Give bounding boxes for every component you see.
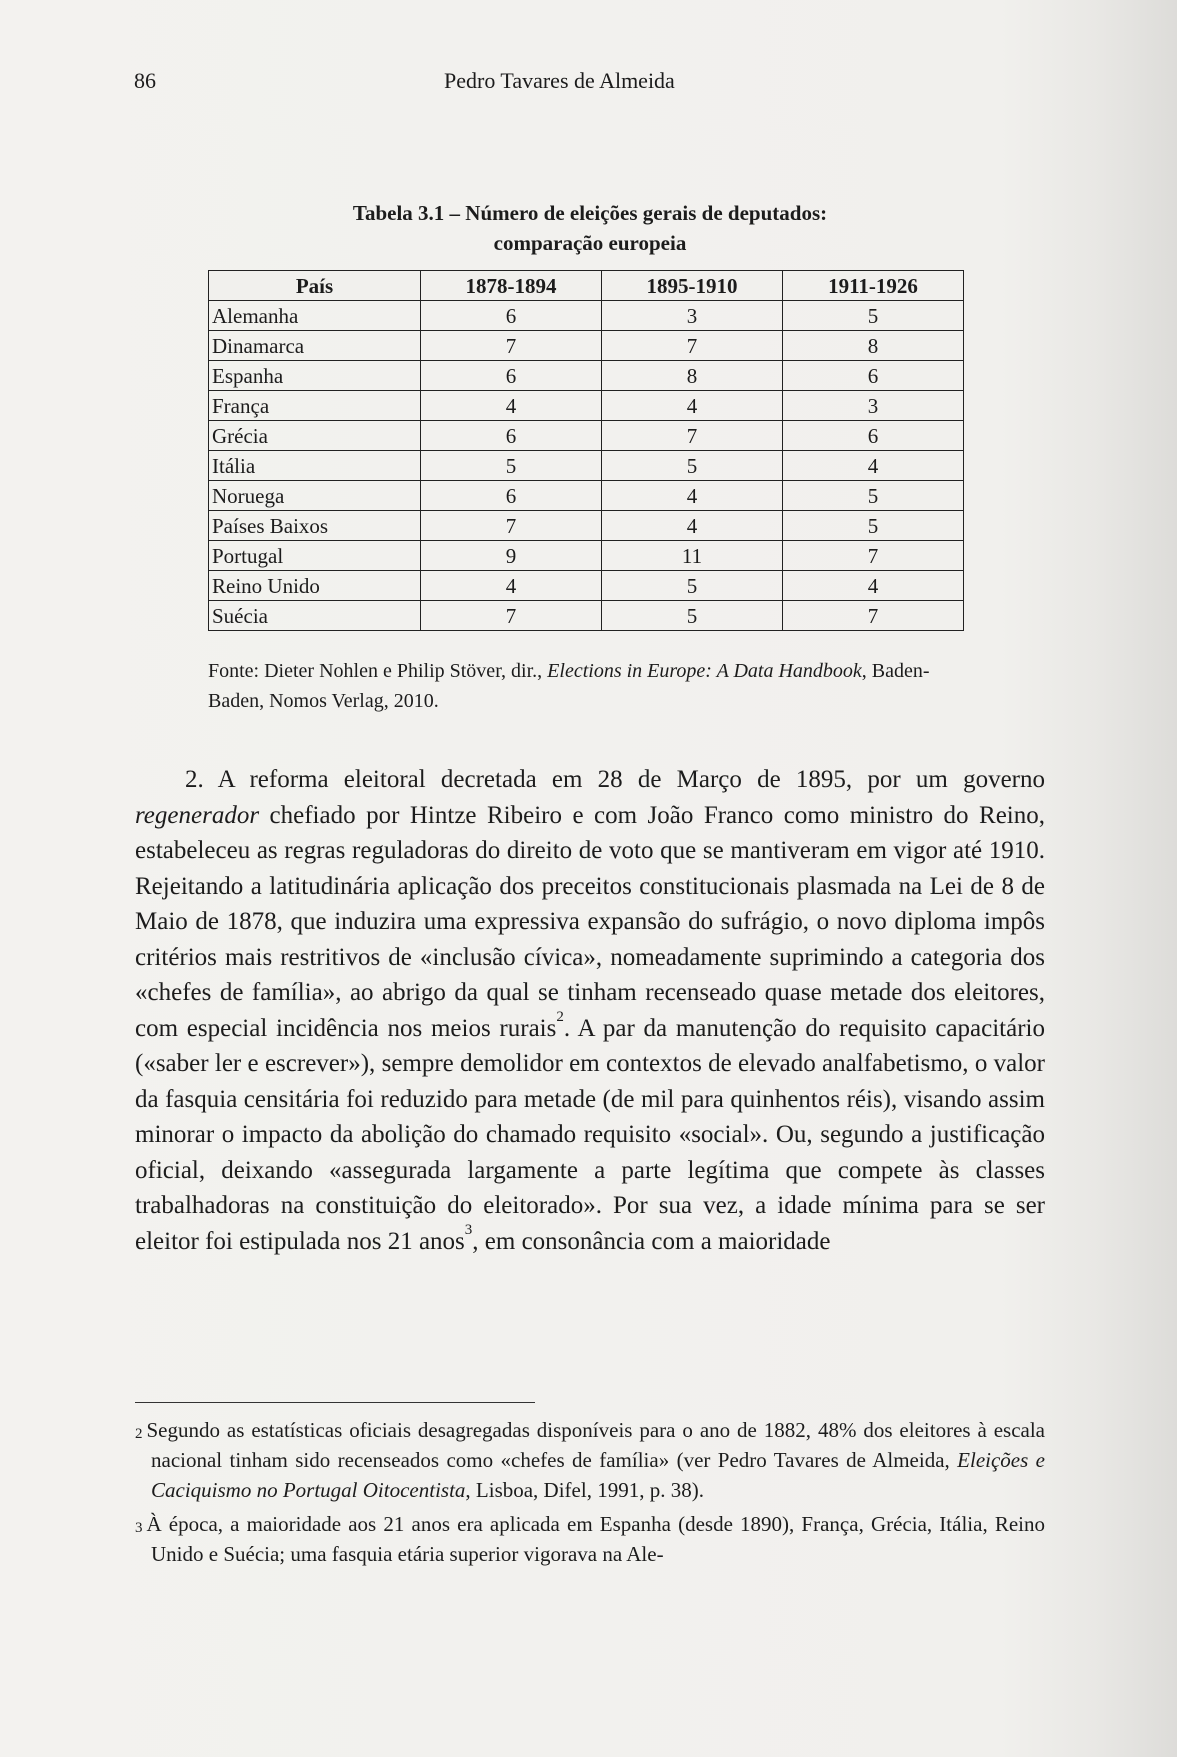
source-suffix: , Baden-Baden, Nomos Verlag, 2010. xyxy=(208,660,930,712)
table-caption-line-1: Tabela 3.1 – Número de eleições gerais de deputados: xyxy=(352,201,828,225)
table-caption xyxy=(210,198,970,258)
value-cell: 6 xyxy=(421,361,602,391)
paragraph xyxy=(135,762,1045,1259)
footnotes xyxy=(135,1415,1045,1573)
value-cell: 5 xyxy=(602,451,783,481)
value-cell: 6 xyxy=(783,421,964,451)
value-cell: 5 xyxy=(602,571,783,601)
country-cell: Noruega xyxy=(209,481,421,511)
table-source-note xyxy=(208,656,962,716)
table-caption-line-2: comparação europeia xyxy=(493,231,687,255)
country-cell: Dinamarca xyxy=(209,331,421,361)
value-cell: 4 xyxy=(421,571,602,601)
paragraph-text: , em consonância com a maioridade xyxy=(472,1227,831,1255)
value-cell: 7 xyxy=(783,601,964,631)
paragraph-text: chefiado por Hintze Ribeiro e com João Franco como ministro do Reino, estabeleceu as regras reguladoras do direito de voto que se mantiveram em vigor até 1910. Rejeitando a latitudinária aplicação dos preceitos constitucionais plasmada na Lei de 8 de Maio de 1878, que induzira uma expressiva expansão do sufrágio, o novo diploma impôs critérios mais restritivos de «inclusão cívica», nomeadamente suprimindo a categoria dos «chefes de família», ao abrigo da qual se tinham recenseado quase metade dos eleitores, com especial incidência nos meios rurais xyxy=(135,801,1045,1042)
column-header: 1895-1910 xyxy=(602,271,783,301)
country-cell: Grécia xyxy=(209,421,421,451)
value-cell: 9 xyxy=(421,541,602,571)
value-cell: 7 xyxy=(421,511,602,541)
table-row xyxy=(209,481,964,511)
table-body xyxy=(209,301,964,631)
value-cell: 3 xyxy=(602,301,783,331)
table-row xyxy=(209,391,964,421)
table-row xyxy=(209,601,964,631)
table-header-row xyxy=(209,271,964,301)
footnote-divider xyxy=(135,1402,535,1403)
value-cell: 4 xyxy=(602,511,783,541)
value-cell: 6 xyxy=(421,421,602,451)
country-cell: Portugal xyxy=(209,541,421,571)
value-cell: 5 xyxy=(783,301,964,331)
table-row xyxy=(209,361,964,391)
table-row xyxy=(209,331,964,361)
value-cell: 5 xyxy=(783,511,964,541)
footnote-italic: Eleições e Caciquismo no Portugal Oitocentista xyxy=(151,1448,1045,1502)
value-cell: 6 xyxy=(783,361,964,391)
footnote-reference: 3 xyxy=(464,1221,473,1238)
value-cell: 4 xyxy=(783,571,964,601)
value-cell: 7 xyxy=(602,331,783,361)
value-cell: 7 xyxy=(602,421,783,451)
footnote-3 xyxy=(135,1509,1045,1569)
value-cell: 4 xyxy=(421,391,602,421)
footnote-text: Segundo as estatísticas oficiais desagregadas disponíveis para o ano de 1882, 48% dos eleitores à escala nacional tinham sido recenseados como «chefes de família» (ver Pedro Tavares de Almeida, xyxy=(146,1418,1045,1472)
elections-table xyxy=(208,270,964,631)
column-header: 1911-1926 xyxy=(783,271,964,301)
country-cell: Reino Unido xyxy=(209,571,421,601)
value-cell: 7 xyxy=(421,331,602,361)
footnote-reference: 2 xyxy=(556,1008,564,1025)
running-title: Pedro Tavares de Almeida xyxy=(444,68,675,93)
country-cell: Alemanha xyxy=(209,301,421,331)
running-header xyxy=(134,68,1039,98)
table-row xyxy=(209,541,964,571)
table-row xyxy=(209,421,964,451)
paragraph-italic: regenerador xyxy=(135,801,260,829)
value-cell: 6 xyxy=(421,481,602,511)
country-cell: Suécia xyxy=(209,601,421,631)
footnote-2 xyxy=(135,1415,1045,1505)
source-title: Elections in Europe: A Data Handbook xyxy=(547,660,862,682)
value-cell: 8 xyxy=(783,331,964,361)
value-cell: 5 xyxy=(421,451,602,481)
country-cell: França xyxy=(209,391,421,421)
table-row xyxy=(209,301,964,331)
value-cell: 3 xyxy=(783,391,964,421)
paragraph-text: . A par da manutenção do requisito capacitário («saber ler e escrever»), sempre demolidor em contextos de elevado analfabetismo, o valor da fasquia censitária foi reduzido para metade (de mil para quinhentos réis), visando assim minorar o impacto da abolição do chamado requisito «social». Ou, segundo a justificação oficial, deixando «assegurada largamente a parte legítima que compete às classes trabalhadoras na constituição do eleitorado». Por sua vez, a idade mínima para se ser eleitor foi estipulada nos 21 anos xyxy=(135,1014,1045,1255)
column-header: 1878-1894 xyxy=(421,271,602,301)
value-cell: 7 xyxy=(421,601,602,631)
footnote-text: À época, a maioridade aos 21 anos era aplicada em Espanha (desde 1890), França, Grécia, Itália, Reino Unido e Suécia; uma fasquia etária superior vigorava na Ale- xyxy=(146,1512,1045,1566)
value-cell: 4 xyxy=(783,451,964,481)
value-cell: 4 xyxy=(602,481,783,511)
value-cell: 6 xyxy=(421,301,602,331)
country-cell: Itália xyxy=(209,451,421,481)
footnote-text: , Lisboa, Difel, 1991, p. 38). xyxy=(465,1478,704,1502)
value-cell: 5 xyxy=(783,481,964,511)
value-cell: 11 xyxy=(602,541,783,571)
value-cell: 7 xyxy=(783,541,964,571)
table-row xyxy=(209,511,964,541)
footnote-marker: 2 xyxy=(135,1426,143,1442)
country-cell: Espanha xyxy=(209,361,421,391)
footnote-marker: 3 xyxy=(135,1520,143,1536)
column-header: País xyxy=(209,271,421,301)
table-row xyxy=(209,451,964,481)
source-prefix: Fonte: Dieter Nohlen e Philip Stöver, dir., xyxy=(208,660,548,682)
value-cell: 8 xyxy=(602,361,783,391)
value-cell: 4 xyxy=(602,391,783,421)
country-cell: Países Baixos xyxy=(209,511,421,541)
table-row xyxy=(209,571,964,601)
body-text xyxy=(135,762,1045,1259)
page-number: 86 xyxy=(134,68,156,93)
value-cell: 5 xyxy=(602,601,783,631)
paragraph-text: 2. A reforma eleitoral decretada em 28 de Março de 1895, por um governo xyxy=(185,766,1045,793)
